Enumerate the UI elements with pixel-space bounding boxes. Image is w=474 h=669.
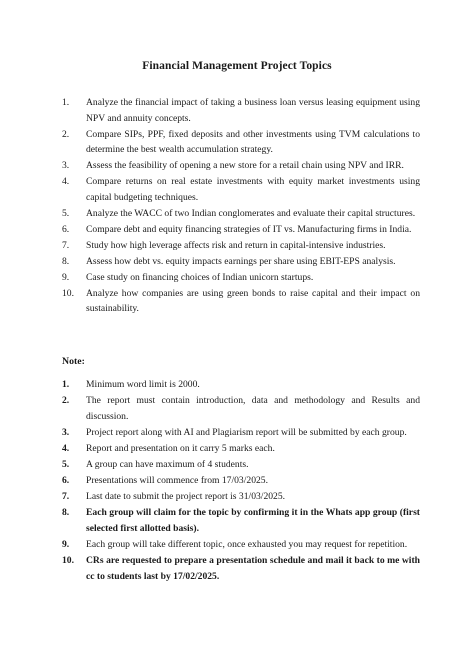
note-item [62,473,420,489]
note-text: Project report along with AI and Plagiarism report will be submitted by each group. [86,426,407,438]
topic-item [62,286,420,317]
topic-text: Study how high leverage affects risk and return in capital-intensive industries. [86,239,386,251]
topic-item [62,222,420,238]
topic-number: 9. [62,271,70,283]
note-number: 1. [62,379,70,390]
note-number: 7. [62,491,70,503]
topic-number: 5. [62,207,70,219]
note-item [62,489,420,505]
topic-text: Case study on financing choices of Indian unicorn startups. [86,271,314,283]
note-number: 3. [62,426,70,438]
page-title: Financial Management Project Topics [142,60,332,72]
topic-text: Analyze the financial impact of taking a business loan versus leasing equipment using NPV and annuity concepts. [86,97,420,124]
topic-number: 4. [62,176,70,188]
note-heading: Note: [62,356,85,367]
topic-item [62,95,420,126]
topic-text: Assess the feasibility of opening a new store for a retail chain using NPV and IRR. [86,160,404,172]
topic-item [62,238,420,254]
topic-item [62,174,420,205]
topic-number: 2. [62,128,70,140]
note-item [62,457,420,473]
note-number: 8. [62,507,70,519]
topic-number: 3. [62,160,70,172]
topic-item [62,254,420,270]
topic-text: Compare debt and equity financing strategies of IT vs. Manufacturing firms in India. [86,223,412,235]
topic-text: Analyze the WACC of two Indian conglomerates and evaluate their capital structures. [86,207,416,219]
note-text: Each group will take different topic, once exhausted you may request for repetition. [86,538,408,550]
topic-item [62,127,420,158]
note-item [62,425,420,441]
topic-item [62,270,420,286]
topic-number: 1. [62,97,70,108]
topic-text: Assess how debt vs. equity impacts earnings per share using EBIT-EPS analysis. [86,255,396,267]
topic-text: Analyze how companies are using green bonds to raise capital and their impact on sustainability. [86,287,420,315]
note-number: 5. [62,458,70,470]
note-text: The report must contain introduction, data and methodology and Results and discussion. [86,395,420,422]
note-text: A group can have maximum of 4 students. [86,458,249,470]
topic-number: 8. [62,255,70,267]
topic-item [62,158,420,174]
topic-number: 7. [62,239,70,251]
notes-list [62,377,420,585]
note-number: 4. [62,442,70,454]
topics-list [62,95,420,317]
note-text: Each group will claim for the topic by confirming it in the Whats app group (first selected first allotted basis). [86,507,420,534]
note-number: 6. [62,475,70,487]
note-number: 2. [62,395,70,407]
note-text: Minimum word limit is 2000. [86,379,200,390]
note-text: Report and presentation on it carry 5 marks each. [86,442,275,454]
note-item-bold [62,553,420,584]
note-text: CRs are requested to prepare a presentation schedule and mail it back to me with cc to students last by 17/02/2025. [86,555,420,582]
note-number: 10. [62,555,74,567]
topic-number: 10. [62,287,74,299]
note-item-bold [62,505,420,536]
note-item [62,537,420,553]
note-item [62,393,420,424]
topic-item [62,206,420,222]
note-text: Last date to submit the project report is 31/03/2025. [86,491,286,503]
note-number: 9. [62,538,70,550]
note-item [62,441,420,457]
note-text: Presentations will commence from 17/03/2025. [86,475,268,487]
topic-text: Compare returns on real estate investments with equity market investments using capital budgeting techniques. [86,176,420,203]
note-item [62,377,420,393]
topic-number: 6. [62,223,70,235]
topic-text: Compare SIPs, PPF, fixed deposits and other investments using TVM calculations to determine the best wealth accumulation strategy. [86,128,420,156]
